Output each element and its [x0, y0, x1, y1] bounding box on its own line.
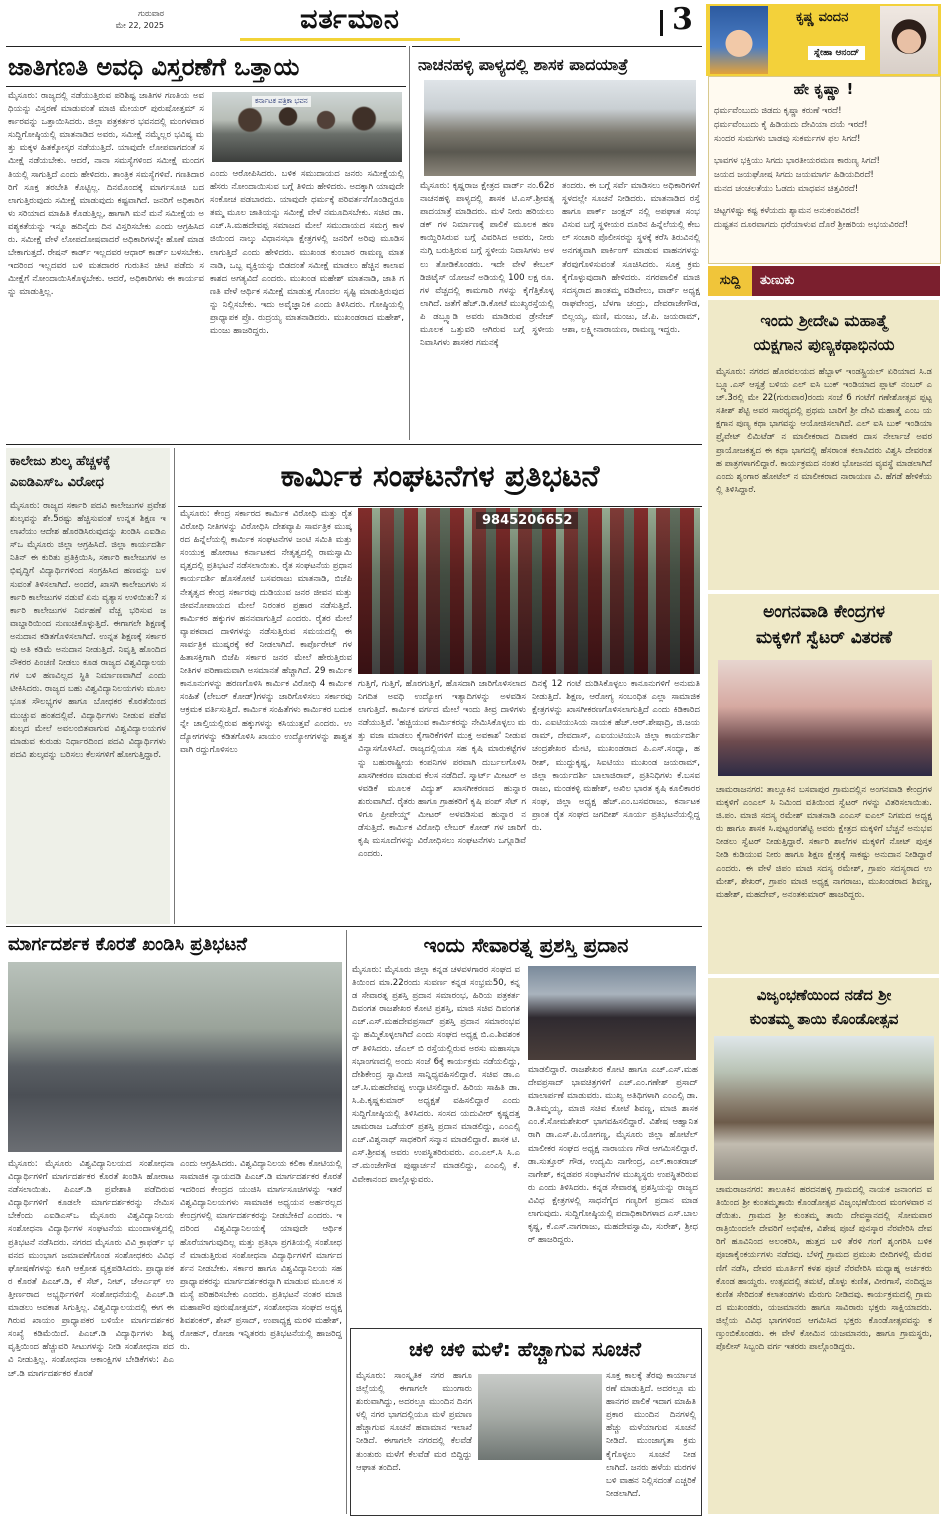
headline-seva-award: ಇಂದು ಸೇವಾರತ್ನ ಪ್ರಶಸ್ತಿ ಪ್ರದಾನ — [423, 933, 629, 957]
article-anganwadi: ಚಾಮರಾಜನಗರ: ತಾಲ್ಲೂಕಿನ ಬಸವಾಪುರ ಗ್ರಾಮದಲ್ಲಿನ ಅಂಗನವಾಡಿ ಕೇಂದ್ರಗಳ ಮಕ್ಕಳಿಗೆ ಎಂಎಲ್ ಸಿ ನಿಮಿಂದ ವತಿಯಿಂದ ಸ್ವೆಟರ್ ಗಳನ್ನು ವಿತರಿಸಲಾಯಿತು. ಜಿ.ಪಂ. ಮಾಜಿ ಸದಸ್ಯ ರಮೇಶ್ ಮಾತನಾಡಿ ಎಂಎಸ್ ಐಎಲ್ ನಿಗಮದ ಅಧ್ಯಕ್ಷರು ಹಾಗೂ ಶಾಸಕ ಸಿ.ಪುಟ್ಟರಂಗಶೆಟ್ಟಿ ಅವರು ಕ್ಷೇತ್ರದ ಮಕ್ಕಳಿಗೆ ಬೆಚ್ಚನೆ ಅನುಭವ ನೀಡಲು ಸ್ವೆಟರ್ ನೀಡುತ್ತಿದ್ದಾರೆ. ಸರ್ಕಾರಿ ಶಾಲೆಗಳ ಮಕ್ಕಳಿಗೆ ನೋಟ್ ಪುಸ್ತಕ ನೀಡಿ ಕುಡಿಯುವ ನೀರು ಹಾಗೂ ಶಿಕ್ಷಣ ಕ್ಷೇತ್ರಕ್ಕೆ ಸಾಕಷ್ಟು ಅನುದಾನ ನೀಡಿದ್ದಾರೆ ಎಂದರು. ಈ ವೇಳೆ ಜಿಪಂ ಮಾಜಿ ಸದಸ್ಯ ರಮೇಶ್, ಗ್ರಾಪಂ ಸದಸ್ಯರಾದ ಉಮೇಶ್, ಶೇಖರ್, ಗ್ರಾಪಂ ಮಾಜಿ ಅಧ್ಯಕ್ಷ ನಾಗರಾಜು, ಮುಖಂಡರಾದ ಶಿವಣ್ಣ, ಮಹೇಶ್, ಮಹದೇವ್, ಅನಂತಕುಮಾರ್ ಹಾಜರಿದ್ದರು. — [716, 785, 932, 900]
poem-line: ಮನದ ಚಂಚಲತೆಯು ಓಡದು ಮಾಧವನ ಚಿತ್ತವಿರದೆ! — [714, 184, 859, 194]
article-kuntamma: ಚಾಮರಾಜನಗರ: ತಾಲೂಕಿನ ಹರದನಹಳ್ಳಿ ಗ್ರಾಮದಲ್ಲಿ ನಾಯಕ ಜನಾಂಗದ ವತಿಯಿಂದ ಶ್ರೀ ಕುಂತಮ್ಮತಾಯಿ ಕೊಂಡೋತ್ಸವ ವಿಜೃಂಭಣೆಯಿಂದ ಮಂಗಳವಾರ ನಡೆಯಿತು. ಗ್ರಾಮದ ಶ್ರೀ ಕುಂತಮ್ಮ ತಾಯಿ ದೇವಸ್ಥಾನದಲ್ಲಿ ಸೋಮವಾರ ರಾತ್ರಿಯಿಂದಲೇ ದೇವರಿಗೆ ಅಭಿಷೇಕ, ವಿಶೇಷ ಪೂಜೆ ಪುನಸ್ಕಾರ ನೆರವೇರಿಸಿ ದೇವರಿಗೆ ಹೂವಿನಿಂದ ಅಲಂಕರಿಸಿ, ಹುತ್ತದ ಬಳಿ ತೆರಳಿ ಗಂಗೆ ಶೃಂಗರಿಸಿ ಬಳಿಕ ಪೂಜಾಕೈಂಕರ್ಯಗಳು ನಡೆದವು. ಬೆಳಗ್ಗೆ ಗ್ರಾಮದ ಪ್ರಮುಖ ಬೀದಿಗಳಲ್ಲಿ ಮೆರವಣಿಗೆ ನಡೆಸಿ, ದೇವರ ಮೂರ್ತಿಗೆ ಕಳಶ ಪೂಜೆ ನೆರವೇರಿಸಿ ಮಧ್ಯಾಹ್ನ ಅರ್ಚಕರು ಕೊಂಡ ಹಾಯ್ದರು. ಉತ್ಸವದಲ್ಲಿ ತಮಟೆ, ಡೊಳ್ಳು ಕುಣಿತ, ವೀರಗಾಸೆ, ನಂದಿಧ್ವಜ ಕುಣಿತ ಸೇರಿದಂತೆ ಕಲಾತಂಡಗಳು ಮೆರುಗು ನೀಡಿದವು. ಕಾರ್ಯಕ್ರಮದಲ್ಲಿ ಗ್ರಾಮದ ಮುಖಂಡರು, ಯಜಮಾನರು ಹಾಗೂ ಸಾವಿರಾರು ಭಕ್ತರು ಸಾಕ್ಷಿಯಾದರು. ಜಿಲ್ಲೆಯ ವಿವಿಧ ಭಾಗಗಳಿಂದ ಆಗಮಿಸಿದ ಭಕ್ತರು ಕೊಂಡೋತ್ಸವವನ್ನು ಕಣ್ತುಂಬಿಕೊಂಡರು. ಈ ವೇಳೆ ಕೋಮಿನ ಯಜಮಾನರು, ಹಾಗೂ ಗ್ರಾಮಸ್ಥರು, ಪೊಲೀಸ್ ಸಿಬ್ಬಂದಿ ವರ್ಗ ಇತರರು ಪಾಲ್ಗೊಂಡಿದ್ದರು. — [716, 1185, 932, 1353]
author-photo — [880, 6, 938, 74]
column-rule — [409, 46, 410, 440]
suddi-label: ಸುದ್ದಿ — [708, 266, 752, 296]
headline-college-fee-1: ಕಾಲೇಜು ಶುಲ್ಕ ಹೆಚ್ಚಳಕ್ಕೆ — [10, 454, 111, 469]
divider — [6, 86, 406, 87]
headline-anganwadi-1: ಅಂಗನವಾಡಿ ಕೇಂದ್ರಗಳ — [763, 602, 885, 622]
masthead-rule — [240, 38, 460, 41]
photo-seva-press — [528, 966, 696, 1060]
masthead-day: ಗುರುವಾರ — [138, 9, 164, 18]
masthead-title: ವರ್ತಮಾನ — [300, 4, 400, 35]
photo-anganwadi — [718, 660, 932, 776]
headline-kuntamma-2: ಕುಂತಮ್ಮ ತಾಯಿ ಕೊಂಡೋತ್ಸವ — [749, 1010, 899, 1028]
poem-line — [714, 146, 936, 154]
poem-line: ಭಾವಗಳ ಭಕ್ತಿಯು ಸಿಗದು ಭಾರತೀಯರಮಣ ಕಾರುಣ್ಯ ಸಿಗದೆ! — [714, 156, 880, 166]
page-number-bar — [660, 10, 663, 36]
poem-body — [714, 104, 936, 232]
photo-kondotsava — [714, 1036, 934, 1180]
divider — [6, 46, 406, 47]
headline-guide-shortage: ಮಾರ್ಗದರ್ಶಕ ಕೊರತೆ ಖಂಡಿಸಿ ಪ್ರತಿಭಟನೆ — [8, 934, 247, 955]
article-guide-col2: ಎಂದು ಆಗ್ರಹಿಸಿದರು. ವಿಶ್ವವಿದ್ಯಾನಿಲಯ ಕಲಿಕಾ ಕೋಟಿಯಲ್ಲಿ ಸಾಮಾಜಿಕ ನ್ಯಾಯದಡಿ ಪಿಎಚ್.ಡಿ ಮಾರ್ಗದರ್ಶಕರ ಕೊರತೆ ಇದರಿಂದ ಕೇಂದ್ರದ ಯುಜಿಸಿ ಮಾರ್ಗಸೂಚಿಗಳನ್ನು ಇತರೆ ವಿಶ್ವವಿದ್ಯಾನಿಲಯಗಳು ಸಾಮಾಜಿಕ ಅಧ್ಯಯನ ಅರ್ಹರಲ್ಲದ ಕೇಂದ್ರಗಳಲ್ಲಿ ಮಾರ್ಗದರ್ಶಕರನ್ನು ನೀಡಬೇಕಿದೆ ಎಂದರು. ಇದರಿಂದ ವಿಶ್ವವಿದ್ಯಾನಿಲಯಕ್ಕೆ ಯಾವುದೇ ಆರ್ಥಿಕ ಹೊರೆಯಾಗುವುದಿಲ್ಲ ಮತ್ತು ಪ್ರತಿಭಾ ಪ್ರಗತಿಯಲ್ಲಿ ಸಂಶೋಧನೆ ಮಾಡುತ್ತಿರುವ ಸಂಶೋಧನಾ ವಿದ್ಯಾರ್ಥಿಗಳಿಗೆ ಮಾರ್ಗದರ್ಶನ ನೀಡಬೇಕು. ಸರ್ಕಾರ ಹಾಗೂ ವಿಶ್ವವಿದ್ಯಾನಿಲಯ ಸಹಪ್ರಾಧ್ಯಾಪಕರನ್ನು ಮಾರ್ಗದರ್ಶಕರನ್ನಾಗಿ ಮಾಡುವ ಮೂಲಕ ಸಮಸ್ಯೆ ಪರಿಹರಿಸಬೇಕು ಎಂದರು. ಪ್ರತಿಭಟನೆ ನಂತರ ಮಾಜಿ ಮಹಾಪೌರ ಪುರುಷೋತ್ತಮ್, ಸಂಶೋಧನಾ ಸಂಘದ ಅಧ್ಯಕ್ಷ ಶಿವಶಂಕರ್, ಶೇಖ್ ಪ್ರಸಾದ್, ಉಪಾಧ್ಯಕ್ಷ ಮರಳಿ ಮಹೇಶ್, ರೋಹನ್, ರೋಜಾ ಇನ್ನಿತರರು ಪ್ರತಿಭಟನೆಯಲ್ಲಿ ಹಾಜರಿದ್ದರು. — [180, 1159, 342, 1353]
headline-kuntamma-1: ವಿಜೃಂಭಣೆಯಿಂದ ನಡೆದ ಶ್ರೀ — [756, 986, 892, 1004]
column-rule — [174, 448, 175, 924]
divider — [6, 444, 702, 445]
poem-line: ದುಷ್ಟತನ ದೂರವಾಗದು ಧರೆಯಾಳುವ ದೊರೆ ಶ್ರೀಹರಿಯ ಅಭಯವಿರದೆ! — [714, 220, 909, 230]
poem-line: ಸುಂದರ ಸುಮಗಳು ಬಾಡವು ಸುಕರ್ಮಗಳ ಫಲ ಸಿಗದೆ! — [714, 134, 861, 144]
headline-padayatra: ನಾಚನಹಳ್ಳಿ ಪಾಳ್ಯದಲ್ಲಿ ಶಾಸಕ ಪಾದಯಾತ್ರೆ — [418, 55, 629, 74]
poem-line: ಧರ್ಮವೆಂಬುದು ಜಿಡದು ಕೃಷ್ಣಾ ಕರುಣೆ ಇರದೆ! — [714, 106, 842, 116]
headline-anganwadi-2: ಮಕ್ಕಳಿಗೆ ಸ್ವೆಟರ್ ವಿತರಣೆ — [755, 628, 893, 648]
article-labour-col1: ಮೈಸೂರು: ಕೇಂದ್ರ ಸರ್ಕಾರದ ಕಾರ್ಮಿಕ ವಿರೋಧಿ ಮತ್ತು ರೈತ ವಿರೋಧಿ ನೀತಿಗಳನ್ನು ವಿರೋಧಿಸಿ ದೇಶವ್ಯಾಪಿ ಸಾರ್ವತ್ರಿಕ ಮುಷ್ಕರದ ಹಿನ್ನೆಲೆಯಲ್ಲಿ ಕಾರ್ಮಿಕ ಸಂಘಟನೆಗಳ ಜಂಟಿ ಸಮಿತಿ ಮತ್ತು ಸಂಯುಕ್ತ ಹೋರಾಟ ಕರ್ನಾಟಕದ ನೇತೃತ್ವದಲ್ಲಿ ರಾಮಸ್ವಾಮಿ ವೃತ್ತದಲ್ಲಿ ಪ್ರತಿಭಟನೆ ನಡೆಸಲಾಯಿತು. ರೈತ ಸಂಘಟನೆಯ ಪ್ರಧಾನ ಕಾರ್ಯದರ್ಶಿ ಹೊಸಕೋಟೆ ಬಸವರಾಜು ಮಾತನಾಡಿ, ಬಿಜೆಪಿ ನೇತೃತ್ವದ ಕೇಂದ್ರ ಸರ್ಕಾರವು ದುಡಿಯುವ ಜನರ ಜೀವನ ಮತ್ತು ಜೀವನೋಪಾಯದ ಮೇಲೆ ನಿರಂತರ ಪ್ರಹಾರ ನಡೆಸುತ್ತಿದೆ. ಕಾರ್ಮಿಕರ ಹಕ್ಕುಗಳ ಹನನವಾಗುತ್ತಿದೆ ಎಂದರು. ರೈತರ ಮೇಲೆ ವ್ಯಾಪಕವಾದ ದಾಳಿಗಳನ್ನು ನಡೆಸುತ್ತಿರುವ ಸಮಯದಲ್ಲಿ ಈ ಸಾರ್ವತ್ರಿಕ ಮುಷ್ಕರಕ್ಕೆ ಕರೆ ನೀಡಲಾಗಿದೆ. ಕಾರ್ಪೊರೇಟ್ ಗಳ ಹಿತಾಸಕ್ತಿಗಾಗಿ ಬಿಜೆಪಿ ಸರ್ಕಾರ ಜನರ ಮೇಲೆ ಹೇರುತ್ತಿರುವ ನೀತಿಗಳ ಪರಿಣಾಮವಾಗಿ ಅಸಮಾನತೆ ಹೆಚ್ಚಾಗಿದೆ. 29 ಕಾರ್ಮಿಕ ಕಾನೂನುಗಳನ್ನು ಹರಣಗೊಳಿಸಿ ಕಾರ್ಮಿಕ ವಿರೋಧಿ 4 ಕಾರ್ಮಿಕ ಸಂಹಿತೆ (ಲೇಬರ್ ಕೋಡ್)ಗಳನ್ನು ಜಾರಿಗೊಳಿಸಲು ಸರ್ಕಾರವು ಆಕ್ರಮಕ ವರ್ತಿಸುತ್ತಿದೆ. ಕಾರ್ಮಿಕ ಸಂಹಿತೆಗಳು ಕಾರ್ಮಿಕರ ಬದುಕನ್ನೇ ಚಾಲ್ತಿಯಲ್ಲಿರುವ ಹಕ್ಕುಗಳನ್ನು ಕಸಿಯುತ್ತವೆ ಎಂದರು. ಉದ್ಯೋಗಗಳನ್ನು ಕಡಿತಗೊಳಿಸಿ ಖಾಯಂ ಉದ್ಯೋಗಗಳನ್ನು ಶಾಶ್ವತವಾಗಿ ರದ್ದುಗೊಳಿಸಲು — [180, 509, 352, 755]
masthead-date: ಮೇ 22, 2025 — [115, 21, 164, 30]
article-padayatra-col2: ತಂದರು. ಈ ಬಗ್ಗೆ ಸರ್ವೆ ಮಾಡಿಸಲು ಅಧಿಕಾರಿಗಳಿಗೆ ಸ್ಥಳದಲ್ಲೇ ಸೂಚನೆ ನೀಡಿದರು. ಮಾತನಾಡಿದ ರಸ್ತೆ ಹಾಗೂ ಪಾರ್ಕ್ ಜಂಕ್ಷನ್ ನಲ್ಲಿ ಅಪಘಾತ ಸಂಭವಿಸುವ ಬಗ್ಗೆ ಸ್ಥಳೀಯರ ದೂರಿನ ಹಿನ್ನೆಲೆಯಲ್ಲಿ ಕೇಬಲ್ ಸಂಚಾರಿ ಪೊಲೀಸರನ್ನು ಸ್ಥಳಕ್ಕೆ ಕರೆಸಿ ತಿರುವಿನಲ್ಲಿ ಅನಗತ್ಯವಾಗಿ ಪಾರ್ಕಿಂಗ್ ಮಾಡುವ ವಾಹನಗಳನ್ನು ತೆರವುಗೊಳಿಸುವಂತೆ ಸೂಚಿಸಿದರು. ಸೂಕ್ತ ಕ್ರಮ ಕೈಗೊಳ್ಳುವುದಾಗಿ ಹೇಳಿದರು. ನಗರಪಾಲಿಕೆ ಮಾಜಿ ಸದಸ್ಯರಾದ ಶಾಂತಮ್ಮ ವಡಿವೇಲು, ವಾರ್ಡ್ ಅಧ್ಯಕ್ಷ ರಾಘವೇಂದ್ರ, ಬೆಳಗಾ ಚಂದ್ರು, ದೇವರಾಜೇಗೌಡ, ಬಿಲ್ಲಯ್ಯ, ಮಣಿ, ಮಂಜು, ಜೆ.ಪಿ. ಜಯರಾಮ್, ಆಶಾ, ಲಕ್ಷ್ಮೀನಾರಾಯಣ, ರಾಮಣ್ಣ ಇದ್ದರು. — [562, 181, 700, 336]
article-labour-col2: ಗುತ್ತಿಗೆ, ಗುತ್ತಿಗೆ, ಹೊರಗುತ್ತಿಗೆ, ಹೊಸದಾಗಿ ಜಾರಿಗೊಳಿಸಲಾದ ನಿಗದಿತ ಅವಧಿ ಉದ್ಯೋಗ ಇತ್ಯಾದಿಗಳನ್ನು ಅಳವಡಿಸಲಾಗುತ್ತಿದೆ. ಕಾರ್ಮಿಕ ವರ್ಗದ ಮೇಲೆ ಇಂದು ತೀವ್ರ ದಾಳಿಗಳು ನಡೆಯುತ್ತಿವೆ. 'ಹಚ್ಚಿಯುವ ಕಾರ್ಮಿಕರನ್ನು ನೇಮಿಸಿಕೊಳ್ಳಲು ಮತ್ತು ವಜಾ ಮಾಡಲು ಕೈಗಾರಿಕೆಗಳಿಗೆ ಮುಕ್ತ ಅವಕಾಶ' ನೀಡುವ ವಿನ್ಯಾಸಗೊಳಿಸಿದೆ. ರಾಜ್ಯದಲ್ಲಿಯೂ ಸಹ ಕೃಷಿ ಮಾರುಕಟ್ಟೆಗಳನ್ನು ಬಹುರಾಷ್ಟ್ರೀಯ ಕಂಪನಿಗಳ ಪರವಾಗಿ ದುರ್ಬಲಗೊಳಿಸಿ ಖಾಸಗೀಕರಣ ಮಾಡುವ ಕೆಲಸ ನಡೆದಿದೆ. ಸ್ಮಾರ್ಟ್ ಮೀಟರ್ ಅಳವಡಿಕೆ ಮೂಲಕ ವಿದ್ಯುತ್ ಖಾಸಗೀಕರಣದ ಹುನ್ನಾರ ಶುರುವಾಗಿದೆ. ರೈತರು ಹಾಗೂ ಗ್ರಾಹಕರಿಗೆ ಕೃಷಿ ಪಂಪ್ ಸೆಟ್ ಗಳಿಗೂ ಪ್ರೀಪೇಯ್ಡ್ ಮೀಟರ್ ಅಳವಡಿಸುವ ಹುನ್ನಾರ ನಡೆಸುತ್ತಿದೆ. ಕಾರ್ಮಿಕ ವಿರೋಧಿ ಲೇಬರ್ ಕೋಡ್ ಗಳ ಜಾರಿಗೆ ಕೃಷಿ ಮಸೂದೆಗಳನ್ನು ವಿರೋಧಿಸಲು ಸಂಘಟನೆಗಳು ಒಗ್ಗೂಡಿವೆ ಎಂದರು. — [358, 679, 526, 860]
article-caste-census-col2: ಎಂದು ಆರೋಪಿಸಿದರು. ಬಳಿಕ ಸಮುದಾಯದ ಜನರು ಸಮೀಕ್ಷೆಯಲ್ಲಿ ಹೆಸರು ನೋಂದಾಯಿಸುವ ಬಗ್ಗೆ ತಿಳಿದು ಹೇಳಿದರು. ಅದಕ್ಕಾಗಿ ಯಾವುದೇ ಸಂಕೋಚ ಪಡಬಾರದು. ಯಾವುದೇ ಧರ್ಮಕ್ಕೆ ಪರಿವರ್ತನೆಗೊಂಡಿದ್ದರೂ ತಮ್ಮ ಮೂಲ ಜಾತಿಯನ್ನು ಸಮೀಕ್ಷೆ ವೇಳೆ ನಮೂದಿಸಬೇಕು. ಸಚಿವ ಡಾ.ಎಚ್.ಸಿ.ಮಹದೇವಪ್ಪ ಸಮಾಜದ ಮೇಲೆ ಸಮುದಾಯದ ಸಮಗ್ರ ಕಾಳಜಿಯಿಂದ ನಾಲ್ಕು ವಿಧಾನಸಭಾ ಕ್ಷೇತ್ರಗಳಲ್ಲಿ ಜನರಿಗೆ ಅರಿವು ಮೂಡಿಸಲಾಗುತ್ತಿದೆ ಎಂದು ಹೇಳಿದರು. ಮುಖಂಡ ಕುಂಬಾರ ರಾಮಣ್ಣ ಮಾತನಾಡಿ, ಒಬ್ಬ ವ್ಯಕ್ತಿಯನ್ನು ಬಿಡದಂತೆ ಸಮೀಕ್ಷೆ ಮಾಡಲು ಹೆಚ್ಚಿನ ಕಾಲಾವಕಾಶದ ಅಗತ್ಯವಿದೆ ಎಂದರು. ಮುಖಂಡ ಮಹೇಶ್ ಮಾತನಾಡಿ, ಜಾತಿ ಗಣತಿ ವೇಳೆ ಆರ್ಥಿಕ ಸಮೀಕ್ಷೆ ಮಾಡುತ್ತ ಗೊಂದಲ ಸೃಷ್ಟಿ ಮಾಡುತ್ತಿರುವುದನ್ನು ನಿಲ್ಲಿಸಬೇಕು. ಇದು ಅವೈಜ್ಞಾನಿಕ ಎಂದು ತಿಳಿಸಿದರು. ಗೋಷ್ಠಿಯಲ್ಲಿ ಪ್ರಾಧ್ಯಾಪಕ ಪ್ರೊ. ರುದ್ರಯ್ಯ ಮಾತನಾಡಿದರು. ಮುಖಂಡರಾದ ಮಹೇಶ್, ಮಂಜು ಹಾಜರಿದ್ದರು. — [210, 169, 404, 337]
photo-rain — [478, 1374, 602, 1460]
column-rule — [346, 930, 347, 1514]
headline-rain-alert: ಚಳಿ ಚಳಿ ಮಳೆ: ಹೆಚ್ಚಾಗುವ ಸೂಚನೆ — [409, 1337, 641, 1361]
photo-caption-banner: ಕರ್ನಾಟಕ ಪತ್ರಿಕಾ ಭವನ — [252, 96, 311, 107]
poem-title: ಹೇ ಕೃಷ್ಣಾ ! — [793, 80, 854, 98]
headline-yakshagana-1: ಇಂದು ಶ್ರೀದೇವಿ ಮಹಾತ್ಮೆ — [760, 311, 888, 330]
page-number: 3 — [672, 2, 693, 37]
article-labour-col3: ದಿನಕ್ಕೆ 12 ಗಂಟೆ ದುಡಿಸಿಕೊಳ್ಳಲು ಕಾನೂನುಗಳಿಗೆ ಅನುಮತಿ ನೀಡುತ್ತಿದೆ. ಶಿಕ್ಷಣ, ಆರೋಗ್ಯ ಸಂಬಂಧಿತ ಎಲ್ಲಾ ಸಾಮಾಜಿಕ ಕ್ಷೇತ್ರಗಳನ್ನು ಖಾಸಗೀಕರಣಗೊಳಿಸಲಾಗುತ್ತಿದೆ ಎಂದು ಕಿಡಿಕಾರಿದರು. ಎಐಟಿಯುಸಿಯ ನಾಯಕ ಹೆಚ್.ಆರ್.ಶೇಷಾದ್ರಿ, ಜಿ.ಜಯರಾಮ್, ದೇವದಾಸ್, ಎಐಯುಟಿಯುಸಿ ಜಿಲ್ಲಾ ಕಾರ್ಯದರ್ಶಿ ಚಂದ್ರಶೇಖರ ಮೇಟಿ, ಮುಖಂಡರಾದ ಪಿ.ಎಸ್.ಸಂಧ್ಯಾ, ಹರೀಶ್, ಮುದ್ದುಕೃಷ್ಣ, ಸಿಐಟಿಯು ಮುಖಂಡ ಜಯರಾಮ್, ಜಿಲ್ಲಾ ಕಾರ್ಯದರ್ಶಿ ಬಾಲಾಜಿರಾವ್, ಪ್ರತಿನಿಧಿಗಳು ಕೆ.ಬಸವರಾಜು, ಮಂಡಕಳ್ಳಿ ಮಹೇಶ್, ಅಖಿಲ ಭಾರತ ಕೃಷಿ ಕೂಲಿಕಾರರ ಸಂಘ, ಜಿಲ್ಲಾ ಅಧ್ಯಕ್ಷ ಹೆಚ್.ಎಂ.ಬಸವರಾಜು, ಕರ್ನಾಟಕ ಪ್ರಾಂತ ರೈತ ಸಂಘದ ಜಗದೀಶ್ ಸೂರ್ಯ ಪ್ರತಿಭಟನೆಯಲ್ಲಿದ್ದರು. — [532, 679, 700, 834]
krishna-title: ಕೃಷ್ಣ ವಂದನ — [796, 10, 849, 25]
headline-college-fee-2: ಎಐಡಿಎಸ್ಒ ವಿರೋಧ — [10, 475, 104, 490]
article-padayatra-col1: ಮೈಸೂರು: ಕೃಷ್ಣರಾಜ ಕ್ಷೇತ್ರದ ವಾರ್ಡ್ ನಂ.62ರ ನಾಚನಹಳ್ಳಿ ಪಾಳ್ಯದಲ್ಲಿ ಶಾಸಕ ಟಿ.ಎಸ್.ಶ್ರೀವತ್ಸ ಪಾದಯಾತ್ರೆ ಮಾಡಿದರು. ಮಳೆ ನೀರು ಹರಿಯಲು ಡಕ್ ಗಳ ನಿರ್ಮಾಣಕ್ಕೆ ಪಾಲಿಕೆ ಮೂಲಕ ಹಣ ಕಾಯ್ದಿರಿಸಿರುವ ಬಗ್ಗೆ ವಿವರಿಸಿದ ಅವರು, ನೀರು ನುಗ್ಗಿ ಬರುತ್ತಿರುವ ಬಗ್ಗೆ ಸ್ಥಳೀಯ ನಿವಾಸಿಗಳು ಅಳಲು ತೋಡಿಕೊಂಡರು. ಇದೇ ವೇಳೆ ಕೇಬಲ್ ಡಿಜಿಟೈಸ್ ಯೋಜನೆ ಅಡಿಯಲ್ಲಿ 100 ಲಕ್ಷ ರೂ.ಗಳ ವೆಚ್ಚದಲ್ಲಿ ಕಾಮಗಾರಿ ಗಳನ್ನು ಕೈಗೆತ್ತಿಕೊಳ್ಳಲಾಗಿದೆ. ಜತೆಗೆ ಹೆಚ್.ಡಿ.ಕೋಟೆ ಮುಖ್ಯರಸ್ತೆಯಲ್ಲಿ ಪಿ ಡಬ್ಲ್ಯೂಡಿ ಅವರು ಮಾಡಿರುವ ಡ್ರೇನೇಜ್ ಮೂಲಕ ಒತ್ತುವರಿ ಆಗಿರುವ ಬಗ್ಗೆ ಸ್ಥಳೀಯ ನಿವಾಸಿಗಳು ಶಾಸಕರ ಗಮನಕ್ಕೆ — [420, 181, 554, 349]
protest-banner-text: 9845206652 — [476, 512, 578, 529]
poem-line: ಚಿಟ್ಟಗಳಿಷ್ಟು ಕಷ್ಟ ಕಳೆಯದು ಶ್ಯಾಮನ ಅನುಕಂಪವಿರದೆ! — [714, 206, 860, 216]
article-rain-col1: ಮೈಸೂರು: ಸಾಂಸ್ಕೃತಿಕ ನಗರ ಹಾಗೂ ಜಿಲ್ಲೆಯಲ್ಲಿ ಈಗಾಗಲೇ ಮುಂಗಾರು ಶುರುವಾಗಿದ್ದು, ಅದರಲ್ಲೂ ಮುಂದಿನ ದಿನಗಳಲ್ಲಿ ನಗರ ಭಾಗದಲ್ಲಿಯೂ ಮಳೆ ಪ್ರಮಾಣ ಹೆಚ್ಚಾಗುವ ಸೂಚನೆ ಹವಾಮಾನ ಇಲಾಖೆ ನೀಡಿದೆ. ಈಗಾಗಲೇ ನಗರದಲ್ಲಿ ಕೆಲವೆಡೆ ತುಂತುರು ಮಳೆಗೆ ಕೆಲವೆಡೆ ಮರ ಬಿದ್ದಿದ್ದು ಆಘಾತ ತಂದಿದೆ. — [356, 1371, 472, 1473]
photo-padayatra — [424, 80, 696, 176]
masthead — [0, 0, 705, 42]
krishna-image — [710, 6, 768, 74]
author-name-tag: ಸ್ನೇಹಾ ಆನಂದ್ — [808, 46, 865, 60]
poem-line: ಧರ್ಮವೆಂಬುದು ಕೈ ಹಿಡಿಯದು ದೇವಿಯಾ ದಯೆ ಇರದೆ! — [714, 120, 868, 130]
poem-line — [714, 196, 936, 204]
photo-guide-protest — [8, 962, 342, 1152]
article-yakshagana: ಮೈಸೂರು: ನಗರದ ಹೊರವಲಯದ ಹೆಬ್ಬಾಳ್ ಇಂಡಸ್ಟ್ರಿಯಲ್ ಏರಿಯಾದ ಸಿ.ಡಬ್ಲ್ಯೂ.ಎಸ್ ಆಸ್ಪತ್ರೆ ಬಳಿಯ ಎಲ್ ಐಸಿ ಬುಕ್ ಇಂಡಿಯಾದ ಪ್ಲಾಟ್ ನಂಬರ್ ಎಚ್.3ರಲ್ಲಿ ಮೇ 22(ಗುರುವಾರ)ರಂದು ಸಂಜೆ 6 ಗಂಟೆಗೆ ಗಣೇಶೋತ್ಸವ ಪ್ಪಟ್ಟ ಸತೀಶ್ ಶೆಟ್ಟಿ ಅವರ ಸಾರಥ್ಯದಲ್ಲಿ ಪ್ರಥಮ ಬಾರಿಗೆ ಶ್ರೀ ದೇವಿ ಮಹಾತ್ಮೆ ಎಂಬ ಯಕ್ಷಗಾನ ಪುಣ್ಯ ಕಥಾ ಭಾಗವನ್ನು ಆಯೋಜಿಸಲಾಗಿದೆ. ಎಲ್ ಐಸಿ ಬುಕ್ ಇಂಡಿಯಾ ಪ್ರೈವೇಟ್ ಲಿಮಿಟೆಡ್ ನ ಮಾಲೀಕರಾದ ದಿವಾಕರ ದಾಸ ನೇರ್ಲಾಜೆ ಅವರ ಪ್ರಾಯೋಜಕತ್ವದ ಈ ಕಥಾ ಭಾಗದಲ್ಲಿ ಹೆಸರಾಂತ ಕಲಾವಿದರು ವಿಶ್ವಸಿ ದೇವರಂತಹ ಪಾತ್ರಗಳಾಗಲಿದ್ದಾರೆ. ಕಾರ್ಯಕ್ರಮದ ನಂತರ ಭೋಜನದ ವ್ಯವಸ್ಥೆ ಮಾಡಲಾಗಿದೆ ಎಂದು ಶೃಂಗಾರ ಹೋಟೆಲ್ ನ ಮಾಲೀಕರಾದ ನಾರಾಯಣ ವಿ. ಹೆಗಡೆ ಹೇಳಿಕೆಯಲ್ಲಿ ತಿಳಿಸಿದ್ದಾರೆ. — [716, 367, 932, 495]
headline-labour-protest: ಕಾರ್ಮಿಕ ಸಂಘಟನೆಗಳ ಪ್ರತಿಭಟನೆ — [280, 459, 600, 494]
divider — [412, 46, 702, 47]
divider — [178, 506, 702, 507]
article-rain-col2: ಸೂಕ್ತ ಕಾಲಕ್ಕೆ ತೆರವು ಕಾರ್ಯಾಚರಣೆ ಮಾಡುತ್ತಿದೆ. ಅದರಲ್ಲೂ ಮಹಾನಗರ ಪಾಲಿಕೆ ಇದಾಗ ಮಾಹಿತಿ ಪ್ರಕಾರ ಮುಂದಿನ ದಿನಗಳಲ್ಲಿ ಹೆಚ್ಚು ಮಳೆಯಾಗುವ ಸೂಚನೆ ನೀಡಿದೆ. ಮುಂಜಾಗೃತಾ ಕ್ರಮ ಕೈಗೊಳ್ಳಲು ಸೂಚನೆ ನೀಡಲಾಗಿದೆ. ಜನರು ಹಳೆಯ ಮರಗಳ ಬಳಿ ವಾಹನ ನಿಲ್ಲಿಸದಂತೆ ಎಚ್ಚರಿಕೆ ನೀಡಲಾಗಿದೆ. — [606, 1371, 696, 1499]
tunuku-label: ತುಣುಕು — [752, 266, 940, 296]
poem-line: ಜಯದ ಜಯಘೋಷ ಸಿಗದು ಜಯಮಾರ್ಗ ಹಿಡಿಯದಿರದೆ! — [714, 170, 874, 180]
article-guide-col1: ಮೈಸೂರು: ಮೈಸೂರು ವಿಶ್ವವಿದ್ಯಾನಿಲಯದ ಸಂಶೋಧನಾ ವಿದ್ಯಾರ್ಥಿಗಳಿಗೆ ಮಾರ್ಗದರ್ಶಕರ ಕೊರತೆ ಖಂಡಿಸಿ ಹೋರಾಟ ನಡೆಸಲಾಯಿತು. ಪಿಎಚ್.ಡಿ ಪ್ರವೇಶಾತಿ ಪಡೆದಿರುವ ವಿದ್ಯಾರ್ಥಿಗಳಿಗೆ ಕೂಡಲೇ ಮಾರ್ಗದರ್ಶಕರನ್ನು ನೇಮಿಸಬೇಕೆಂದು ಎಐಡಿಎಸ್ಒ ಮೈಸೂರು ವಿಶ್ವವಿದ್ಯಾನಿಲಯ ಸಂಶೋಧನಾ ವಿದ್ಯಾರ್ಥಿಗಳ ಸಂಘಟನೆಯ ಮುಂದಾಳತ್ವದಲ್ಲಿ ಪ್ರತಿಭಟನೆ ನಡೆಸಿದರು. ನಗರದ ಮೈಸೂರು ವಿವಿ ಕ್ರಾಫರ್ಡ್ ಭವನದ ಮುಂಭಾಗ ಜಮಾವಣೆಗೊಂಡ ಸಂಶೋಧಕರು ವಿವಿಧ ಘೋಷಣೆಗಳನ್ನು ಕೂಗಿ ಆಕ್ರೋಶ ವ್ಯಕ್ತಪಡಿಸಿದರು. ಪ್ರಾಧ್ಯಾಪಕರ ಕೊರತೆ ಪಿಎಚ್.ಡಿ, ಕೆ ಸೆಟ್, ನೀಟ್, ಜೆಆರ್ಎಫ್ ಉತ್ತೀರ್ಣರಾದ ಅಭ್ಯರ್ಥಿಗಳಿಗೆ ಸಂಶೋಧನೆಯಲ್ಲಿ ಪಿಎಚ್.ಡಿ ಮಾಡಲು ಅವಕಾಶ ಸಿಗುತ್ತಿಲ್ಲ. ವಿಶ್ವವಿದ್ಯಾಲಯದಲ್ಲಿ ಈಗ ಈಗಿರುವ ಖಾಯಂ ಪ್ರಾಧ್ಯಾಪಕರ ಬಳಿಯೇ ಮಾರ್ಗದರ್ಶಕರ ಸಂಖ್ಯೆ ಕಡಿಮೆಯಿದೆ. ಪಿಎಚ್.ಡಿ ವಿದ್ಯಾರ್ಥಿಗಳು ಶಿಷ್ಯವೃತ್ತಿಯಿಂದ ಹೆಚ್ಚುವರಿ ಸೀಟುಗಳನ್ನು ನೀಡಿ ಸಂಶೋಧನಾ ಪದವಿ ನೀಡುತ್ತಿಲ್ಲ. ಸಂಶೋಧನಾ ಆಕಾಂಕ್ಷಿಗಳ ಬೇಡಿಕೆಗಳು: ಪಿಎಚ್.ಡಿ ಮಾರ್ಗದರ್ಶಕರ ಕೊರತೆ — [8, 1159, 174, 1379]
photo-press-meet — [212, 92, 402, 162]
article-seva-col2: ಮಾಡಲಿದ್ದಾರೆ. ರಾಜಶೇಖರ ಕೋಟಿ ಹಾಗೂ ಎಚ್.ಎಸ್.ಮಹದೇವಪ್ರಸಾದ್ ಭಾವಚಿತ್ರಗಳಿಗೆ ಎಚ್.ಎಂ.ಗಣೇಶ್ ಪ್ರಸಾದ್ ಮಾಲಾರ್ಪಣೆ ಮಾಡುವರು. ಮುಖ್ಯ ಅತಿಥಿಗಳಾಗಿ ಎಂಎಲ್ಸಿ ಡಾ.ಡಿ.ತಿಮ್ಮಯ್ಯ, ಮಾಜಿ ಸಚಿವ ಕೋಟೆ ಶಿವಣ್ಣ, ಮಾಜಿ ಶಾಸಕ ಎಂ.ಕೆ.ಸೋಮಶೇಖರ್ ಭಾಗವಹಿಸಲಿದ್ದಾರೆ. ವಿಶೇಷ ಆಹ್ವಾನಿತರಾಗಿ ಡಾ.ಎಸ್.ಪಿ.ಯೋಗಣ್ಣ, ಮೈಸೂರು ಜಿಲ್ಲಾ ಹೋಟೆಲ್ ಮಾಲೀಕರ ಸಂಘದ ಅಧ್ಯಕ್ಷ ನಾರಾಯಣ ಗೌಡ ಆಗಮಿಸಲಿದ್ದಾರೆ. ಡಾ.ಸುತ್ತೂರ್ ಗೌಡ, ಉದ್ಯಮಿ ನಾಗೇಂದ್ರ, ಎಲ್.ಕಾಂತರಾಜ್ ನಾಗೇಶ್, ಕನ್ನಡಪರ ಸಂಘಟನೆಗಳ ಮುಖ್ಯಸ್ಥರು ಉಪಸ್ಥಿತರಿರುವರು ಎಂದು ತಿಳಿಸಿದರು. ಕನ್ನಡ ಸೇವಾರತ್ನ ಪ್ರಶಸ್ತಿಯನ್ನು ರಾಜ್ಯದ ವಿವಿಧ ಕ್ಷೇತ್ರಗಳಲ್ಲಿ ಸಾಧನೆಗೈದ ಗಣ್ಯರಿಗೆ ಪ್ರದಾನ ಮಾಡಲಾಗುವುದು. ಸುದ್ದಿಗೋಷ್ಠಿಯಲ್ಲಿ ಪದಾಧಿಕಾರಿಗಳಾದ ಎಸ್.ಬಾಲಕೃಷ್ಣ, ಕೆ.ಎಸ್.ನಾಗರಾಜು, ಮಹದೇವಸ್ವಾಮಿ, ಸುರೇಶ್, ಶ್ರೀಧರ್ ಹಾಜರಿದ್ದರು. — [528, 1065, 698, 1246]
divider — [6, 926, 702, 927]
photo-labour-protest — [358, 508, 700, 674]
headline-yakshagana-2: ಯಕ್ಷಗಾನ ಪುಣ್ಯಕಥಾಭಿನಯ — [753, 335, 895, 354]
article-seva-col1: ಮೈಸೂರು: ಮೈಸೂರು ಜಿಲ್ಲಾ ಕನ್ನಡ ಚಳವಳಗಾರರ ಸಂಘದ ವತಿಯಿಂದ ಮಾ.22ರಂದು ಸುವರ್ಣ ಕನ್ನಡ ಸಂಭ್ರಮ50, ಕನ್ನಡ ಸೇವಾರತ್ನ ಪ್ರಶಸ್ತಿ ಪ್ರದಾನ ಸಮಾರಂಭ, ಹಿರಿಯ ಪತ್ರಕರ್ತ ದಿವಂಗತ ರಾಜಶೇಖರ ಕೋಟಿ ಪ್ರಶಸ್ತಿ, ಮಾಜಿ ಸಚಿವ ದಿವಂಗತ ಎಚ್.ಎಸ್.ಮಹದೇವಪ್ರಸಾದ್ ಪ್ರಶಸ್ತಿ ಪ್ರದಾನ ಸಮಾರಂಭವನ್ನು ಹಮ್ಮಿಕೊಳ್ಳಲಾಗಿದೆ ಎಂದು ಸಂಘದ ಅಧ್ಯಕ್ಷ ಬಿ.ಎ.ಶಿವಶಂಕರ್ ತಿಳಿಸಿದರು. ಜೆಎಲ್ ಬಿ ರಸ್ತೆಯಲ್ಲಿರುವ ಅರಸು ಮಹಾಸಭಾ ಸಭಾಂಗಣದಲ್ಲಿ ಅಂದು ಸಂಜೆ 6ಕ್ಕೆ ಕಾರ್ಯಕ್ರಮ ನಡೆಯಲಿದ್ದು, ದೇಶಿಕೇಂದ್ರ ಸ್ವಾಮೀಜಿ ಸಾನ್ನಿಧ್ಯವಹಿಸಲಿದ್ದಾರೆ. ಸಚಿವ ಡಾ.ಎಚ್.ಸಿ.ಮಹದೇವಪ್ಪ ಉದ್ಘಾಟಿಸಲಿದ್ದಾರೆ. ಹಿರಿಯ ಸಾಹಿತಿ ಡಾ.ಸಿ.ಪಿ.ಕೃಷ್ಣಕುಮಾರ್ ಅಧ್ಯಕ್ಷತೆ ವಹಿಸಲಿದ್ದಾರೆ ಎಂದು ಸುದ್ದಿಗೋಷ್ಠಿಯಲ್ಲಿ ತಿಳಿಸಿದರು. ಸಂಸದ ಯದುವೀರ್ ಕೃಷ್ಣದತ್ತ ಚಾಮರಾಜ ಒಡೆಯರ್ ಪ್ರಶಸ್ತಿ ಪ್ರದಾನ ಮಾಡಲಿದ್ದು, ಎಂಎಲ್ಸಿ ಎಚ್.ವಿಶ್ವನಾಥ್ ಸಾಧಕರಿಗೆ ಸನ್ಮಾನ ಮಾಡಲಿದ್ದಾರೆ. ಶಾಸಕ ಟಿ.ಎಸ್.ಶ್ರೀವತ್ಸ ಅವರು ಉಪಸ್ಥಿತರಿರುವರು. ಎಂ.ಎಲ್.ಸಿ ಸಿ.ಎನ್.ಮಂಜೇಗೌಡ ಪುಷ್ಪಾರ್ಚನೆ ಮಾಡಲಿದ್ದು, ಎಂಎಲ್ಸಿ ಕೆ.ವಿವೇಕಾನಂದ ಪಾಲ್ಗೊಳ್ಳುವರು. — [352, 965, 520, 1185]
article-college-fee: ಮೈಸೂರು: ರಾಜ್ಯದ ಸರ್ಕಾರಿ ಪದವಿ ಕಾಲೇಜುಗಳ ಪ್ರವೇಶ ಶುಲ್ಕವನ್ನು ಶೇ.5ರಷ್ಟು ಹೆಚ್ಚಿಸುವಂತೆ ಉನ್ನತ ಶಿಕ್ಷಣ ಇಲಾಖೆಯು ಆದೇಶ ಹೊರಡಿಸಿರುವುದನ್ನು ಖಂಡಿಸಿ ಎಐಡಿಎಸ್ಒ ಮೈಸೂರು ಜಿಲ್ಲಾ ಆಗ್ರಹಿಸಿದೆ. ಜಿಲ್ಲಾ ಕಾರ್ಯದರ್ಶಿ ನಿತಿನ್ ಈ ಕುರಿತು ಪ್ರತಿಕ್ರಿಯಿಸಿ, ಸರ್ಕಾರಿ ಕಾಲೇಜುಗಳ ಅಭಿವೃದ್ಧಿಗೆ ವಿದ್ಯಾರ್ಥಿಗಳಿಂದ ಸಂಗ್ರಹಿಸಿದ ಹಣವನ್ನು ಬಳಸುವಂತೆ ತಿಳಿಸಲಾಗಿದೆ. ಅಂದರೆ, ಖಾಸಗಿ ಕಾಲೇಜುಗಳು ಸರ್ಕಾರಿ ಕಾಲೇಜುಗಳ ನಡುವೆ ಏನು ವ್ಯತ್ಯಾಸ ಉಳಿಯಿತು? ಸರ್ಕಾರಿ ಕಾಲೇಜುಗಳ ನಿರ್ವಹಣೆ ವೆಚ್ಚ ಭರಿಸುವ ಜವಾಬ್ದಾರಿಯಿಂದ ನುಣುಚಿಕೊಳ್ಳುತ್ತಿದೆ. ಈಗಾಗಲೇ ಶಿಕ್ಷಣಕ್ಕೆ ಅನುದಾನ ಕಡಿತಗೊಳಿಸಲಾಗಿದೆ. ಉನ್ನತ ಶಿಕ್ಷಣಕ್ಕೆ ಸರ್ಕಾರವು ಅತಿ ಕಡಿಮೆ ಅನುದಾನ ನೀಡುತ್ತಿದೆ. ನಿವೃತ್ತಿ ಹೊಂದಿದ ನೌಕರರ ಪಿಂಚಣಿ ನೀಡಲು ಕೂಡ ರಾಜ್ಯದ ವಿಶ್ವವಿದ್ಯಾಲಯಗಳ ಬಳಿ ಹಣವಿಲ್ಲದ ಸ್ಥಿತಿ ನಿರ್ಮಾಣವಾಗಿದೆ ಎಂದು ಟೀಕಿಸಿದರು. ರಾಜ್ಯದ ಬಹು ವಿಶ್ವವಿದ್ಯಾನಿಲಯಗಳು ಮೂಲಭೂತ ಸೌಲಭ್ಯಗಳ ಹಾಗೂ ಬೋಧಕರ ಕೊರತೆಯಿಂದ ಮುಚ್ಚುವ ಹಂತದಲ್ಲಿವೆ. ವಿದ್ಯಾರ್ಥಿಗಳು ನೀಡುವ ಪಡೆವ ಶುಲ್ಕದ ಮೇಲೆ ಅವಲಂಬಿತವಾಗುವ ವಿಶ್ವವಿದ್ಯಾಲಯಗಳ ಮಾಡುವ ಕುರುಡು ನಿರ್ಧಾರದಿಂದ ಪದವಿ ವಿದ್ಯಾರ್ಥಿಗಳು ಪದವಿ ಶುಲ್ಕವನ್ನು ಬರಿಸಲು ಕೆಲಸಗಳಿಗೆ ಹೋಗುತ್ತಿದ್ದಾರೆ. — [10, 501, 166, 760]
article-caste-census-col1: ಮೈಸೂರು: ರಾಜ್ಯದಲ್ಲಿ ನಡೆಯುತ್ತಿರುವ ಪರಿಶಿಷ್ಟ ಜಾತಿಗಳ ಗಣತಿಯ ಅವಧಿಯನ್ನು ವಿಸ್ತರಣೆ ಮಾಡುವಂತೆ ಮಾಜಿ ಮೇಯರ್ ಪುರುಷೋತ್ತಮ್ ಸರ್ಕಾರವನ್ನು ಒತ್ತಾಯಿಸಿದರು. ಜಿಲ್ಲಾ ಪತ್ರಕರ್ತರ ಭವನದಲ್ಲಿ ಮಂಗಳವಾರ ಸುದ್ದಿಗೋಷ್ಠಿಯಲ್ಲಿ ಮಾತನಾಡಿದ ಅವರು, ಸಮೀಕ್ಷೆ ನಮ್ಮೆಲ್ಲರ ಭವಿಷ್ಯ ಮತ್ತು ಮಕ್ಕಳ ಹಿತಕ್ಕೋಸ್ಕರ ನಡೆಯುತ್ತಿದೆ. ಯಾವುದೇ ಲೋಪವಾಗದಂತೆ ಸಮೀಕ್ಷೆ ನಡೆಯಬೇಕು. ಆದರೆ, ನಾನಾ ಸಮಸ್ಯೆಗಳಿಂದ ಸಮೀಕ್ಷೆ ಮಂದಗತಿಯಲ್ಲಿ ಸಾಗುತ್ತಿದೆ ಎಂದು ಹೇಳಿದರು. ತಾಂತ್ರಿಕ ಸಮಸ್ಯೆಗಳಿವೆ. ಗಣತಿದಾರರಿಗೆ ಸೂಕ್ತ ತರಬೇತಿ ಕೊಟ್ಟಿಲ್ಲ. ದಿನಮೊಂದಕ್ಕೆ ಮಾರ್ಗಸೂಚಿ ಬದಲಾಗುತ್ತಿರುವುದು ಸಮೀಕ್ಷೆ ಮಾಡುವುದು ಕಷ್ಟವಾಗಿದೆ. ಜನರಿಗೆ ಅಧಿಕಾರಿಗಳು ಸರಿಯಾದ ಮಾಹಿತಿ ಕೊಡುತ್ತಿಲ್ಲ, ಹಾಗಾಗಿ ಮನೆ ಮನೆ ಸಮೀಕ್ಷೆಯ ಅವಶ್ಯಕತೆಯನ್ನು ಇನ್ನೂ ಹದಿನೈದು ದಿನ ವಿಸ್ತರಿಸಬೇಕು ಎಂದು ಆಗ್ರಹಿಸಿದರು. ಸಮೀಕ್ಷೆ ವೇಳೆ ಲೋಪದೋಷವಾದರೆ ಅಧಿಕಾರಿಗಳನ್ನೇ ಹೊಣೆ ಮಾಡಬೇಕಾಗುತ್ತದೆ. ರೇಷನ್ ಕಾರ್ಡ್ ಇಲ್ಲದವರ ಆಧಾರ್ ಕಾರ್ಡ್ ಬಳಸಬೇಕು. ಇದರಿಂದ ಇಲ್ಲದವರ ಬಳಿ ಮತದಾರರ ಗುರುತಿನ ಚೀಟಿ ಪಡೆದು ಸಮೀಕ್ಷೆಗೆ ನೋಂದಾಯಿಸಿಕೊಳ್ಳಬೇಕು. ಆದರೆ, ಅಧಿಕಾರಿಗಳು ಈ ಕಾರ್ಯವನ್ನು ಮಾಡುತ್ತಿಲ್ಲ. — [8, 91, 204, 298]
headline-caste-census: ಜಾತಿಗಣತಿ ಅವಧಿ ವಿಸ್ತರಣೆಗೆ ಒತ್ತಾಯ — [8, 53, 300, 81]
